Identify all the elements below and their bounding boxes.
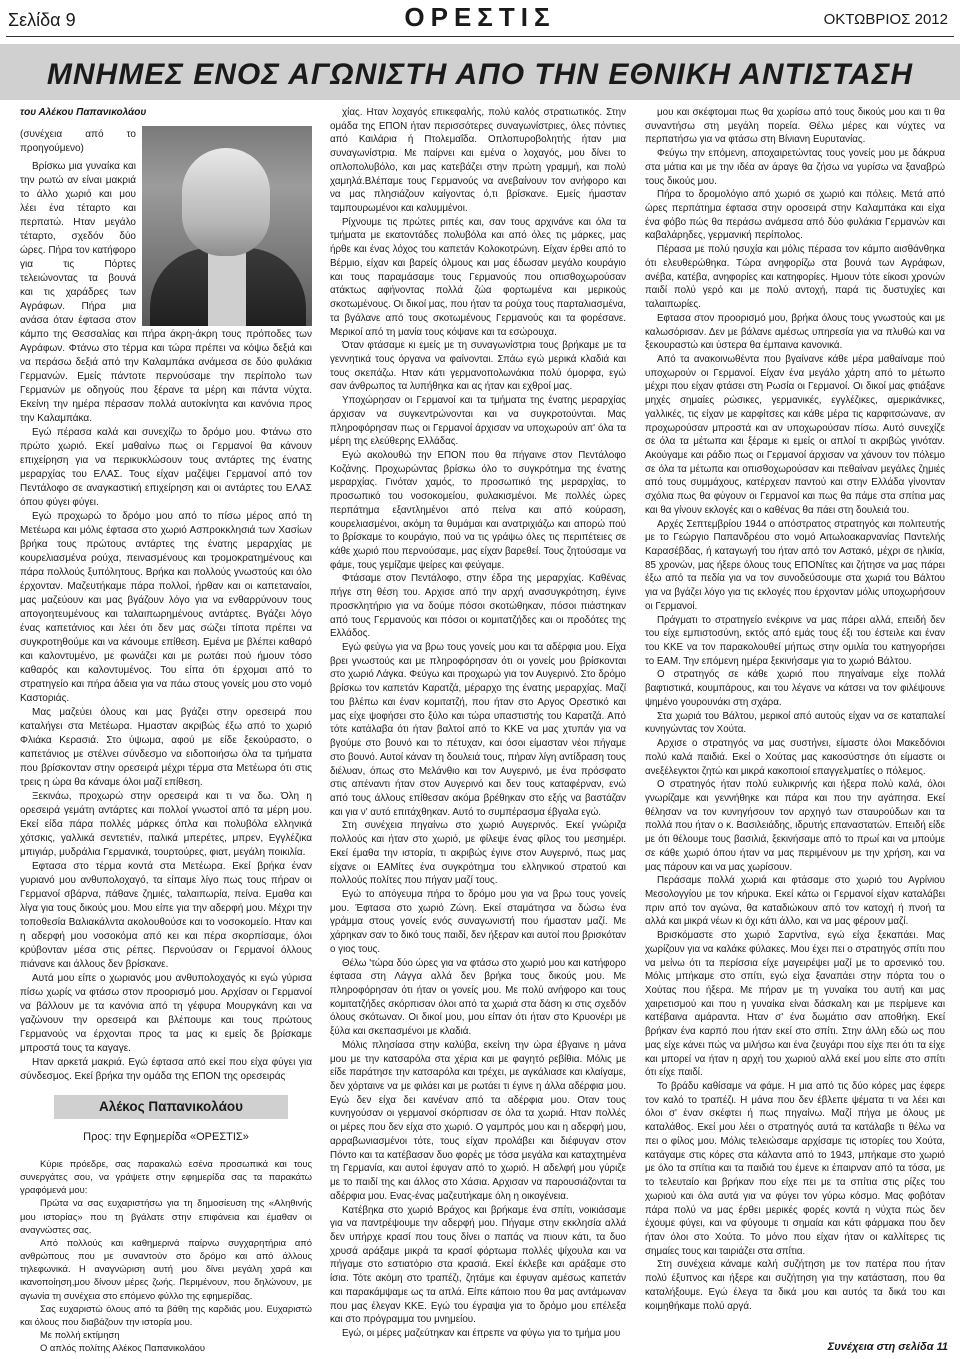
col3-paragraph: Ο στρατηγός ήταν πολύ ευλικρινής και ήξερα πολύ καλά, όλοι γνωρίζαμε και γεννήθηκε και πάρα και που την αγάπησα. Εκεί θέλησαν να τον κυνηγήσουν τον αρχηγό των σταυρούδων και τα πολλά που ήταν ο κ. Βασιλειάδης, ιδρυτής επαναστατών. Επειδή είδε με ότι θέλουμε τους βασιλιά, ξεκινήσαμε από το πρωί και να μπούμε σε κάθε χωριό όπου ήταν να μας περιμένουν με την χρήση, και να μας πάρουν και να μας χωρίσουν. [645, 779, 945, 873]
col3-paragraph: Στη συνέχεια κάναμε καλή συζήτηση με τον πατέρα που ήταν πολύ έξυπνος και ήξερε και συζήτηση για την κατάσταση, που θα καταλήξουμε. Εγώ έλεγα τα δικά μου και αυτός τα δικά του και κοιμηθήκαμε πολύ αργά. [645, 1259, 945, 1312]
letter-title: Αλέκος Παπανικολάου [54, 1095, 288, 1119]
col2-paragraph: Θέλω 'τώρα δύο ώρες για να φτάσω στο χωριό μου και κατήφορο έφτασα στη Λάγγα αλλά δεν βρήκα τους δικούς μου. Με πληροφόρησαν ότι ήταν οι γονείς μου. Με πολύ ανήφορο και τους κομιτατζήδες σκόρπισαν όλοι από τα χωριά στα δάση κι στις σχεδόν όλους σκότωναν. Οι δικοί μου, μου είπαν ότι ήταν στο Κρυονέρι με ξύλα και σκεπασμένοι με κλαδιά. [330, 957, 626, 1038]
article-title: ΜΝΗΜΕΣ ΕΝΟΣ ΑΓΩΝΙΣΤΗ ΑΠΟ ΤΗΝ ΕΘΝΙΚΗ ΑΝΤΙΣΤΑΣΗ [46, 58, 914, 91]
col1-paragraph: Βρίσκω μια γυναίκα και την ρωτώ αν είναι μακριά το άλλο χωριό και μου λέει ένα τέταρτο και περπατώ. Ηταν μεγάλο τέταρτο, σχεδόν δύο ώρες. Πήρα τον κατήφορο για τις Πόρτες τελειώνοντας τα βουνά και τις χαράδρες των Αγράφων. Πήρα μια ανάσα όταν έφτασα στον κάμπο της Θεσσαλίας και πήρα άκρη-άκρη τους πρόποδες των Αγράφων. Φτάνω στο τέρμα και τώρα πρέπει να κόψω δεξιά και να περάσω δεξιά από την Καλαμπάκα ανάμεσα σε δύο φυλάκια Γερμανών. Εμείς πάντοτε περνούσαμε την περίπολο των Γερμανών με οδηγούς που ξέρανε τα μέρη και πάντα νύχτα. Εκείνη την ημέρα πέρασαν πολλά αυτοκίνητα και κανόνια προς την Καλαμπάκα. [20, 161, 312, 424]
col2-paragraph: Όταν φτάσαμε κι εμείς με τη συναγωνίστρια τους βρήκαμε με τα γεννητικά τους όργανα να φαίνονται. Σπάω εγώ μερικά κλαδιά και τους σκεπάζω. Ηταν κάτι γερμανοπολωνάκια πολύ όμορφα, εγώ σαν άνθρωπος τα λυπήθηκα και ας ήταν και εχθροί μας. [330, 340, 626, 393]
col1-paragraph: Εγώ πέρασα καλά και συνεχίζω το δρόμο μου. Φτάνω στο πρώτο χωριό. Εκεί μαθαίνω πως οι Γερμανοί θα κάνουν επιχείρηση για να περικυκλώσουν τους αντάρτες της ένατης μεραρχίας του ΕΛΑΣ. Τους είχαν μαζέψει Γερμανοί από τον Πεντάλοφο σε αναγκαστική επιχείρηση και οι αντάρτες του ΕΛΑΣ όπου φύγει φύγει. [20, 427, 312, 508]
letter-paragraph: Με πολλή εκτίμηση [40, 1329, 120, 1341]
col3-paragraph: Πράγματι το στρατηγείο ενέκρινε να μας πάρει αλλά, επειδή δεν του είχε εμπιστοσύνη, εκτός από εμάς τους έξι του έστειλε και έναν του ΚΚΕ να τον παρακολουθεί μήπως στην ομιλία του κατηγορήσει το ΕΑΜ. Την επόμενη ημέρα ξεκινήσαμε για το χωριό Βάλτου. [645, 614, 945, 667]
article-column-3 [645, 106, 945, 1313]
column-3-paragraphs [645, 106, 945, 1313]
col2-paragraph: Εγώ φεύγω για να βρω τους γονείς μου και τα αδέρφια μου. Είχα βρει γνωστούς και με πληροφόρησαν ότι οι γονείς μου βρίσκονται στο χωριό Λάγκα. Φεύγω και προχωρώ για τον Αυγερινό. Στο δρόμο βρίσκω τον καπετάν Καρατζά, μέραρχο της ένατης μεραρχίας. Μαζί του βλέπω και έναν κομιτατζή, που ήταν στο Αργος Ορεστικό και μας είχε ψοφήσει στο ξύλο και τώρα υπαστιστής του Καρατζά. Από τότε κατάλαβα ότι ήταν βαλτοί από το ΚΚΕ να μας χτυπάν για να βγούμε στο βουνό και το πέτυχαν, και όσοι είμασταν νέοι πήγαμε στο βουνό. Αυτοί κάναν τη δουλειά τους, πήραν λίγη αντίδραση τους διέλυαν, όπως στο Μελάνθιο και τον Αυγερινό, με ένα πρόσφατο στις απέναντι ήταν στον Αυγερινό και δεν τους καταφέρναν, ενώ από τους άλλους επίθεσαν ακόμα βρέθηκαν στο εξής να βαστάζαν και για ν' αυτό επιτάχθηκαν. Αυτό το συμπέρασμα έβγαλα εγώ. [330, 642, 626, 818]
column-2-paragraphs [330, 106, 626, 1341]
page-header [0, 0, 960, 40]
letter-paragraph: Πρώτα να σας ευχαριστήσω για τη δημοσίευση της «Αληθινής μου ιστορίας» που τη βγάλατε στην επιφάνεια και έμαθαν οι αναγνώστες σας. [20, 1197, 312, 1235]
col3-paragraph: Αρχισε ο στρατηγός να μας συστήνει, είμαστε όλοι Μακεδόνιοι πολύ καλά παιδιά. Εκεί ο Χούτας μας κακοσύστησε ότι είμαστε οι ανεξέλεγκτοι ζητώ και μικρά κακοποιοί επαγγελματίες ο πόλεμος. [645, 738, 945, 777]
col2-paragraph: Ρίχνουμε τις πρώτες ριπές και, σαν τους αρχινάνε και όλα τα τμήματα με εκατοντάδες πολυβόλα και από όλες τις μάρκες, μας ήρθε και ένας λόχος του καπετάν Κολοκοτρώνη. Είχαν έρθει από το Βέρμιο, είχαν και βαρείς όλμους και μας έδωσαν μεγάλο κουράγιο και τους παραμάσαμε τους Γερμανούς που οπισθοχωρούσαν ατάκτως αφήνοντας πολλά ζώα φορτωμένα και μερικούς σκοτωμένους. Οι δικοί μας, που ήταν τα ρούχα τους παρταλιασμένα, τα βγάλανε από τους σκοτωμένους Γερμανούς και τα φορέσανε. Μερικοί από τη μανία τους κόψανε και τα εσώρουχα. [330, 216, 626, 338]
header-divider [6, 36, 954, 37]
col3-paragraph: Πέρασα με πολύ ησυχία και μόλις πέρασα τον κάμπο αισθάνθηκα ότι ελευθερώθηκα. Τώρα ανηφορίζω στα βουνά των Αγράφων, ανέβα, κατέβα, ανηφορίες και κατηφορίες. Ημουν τότε είκοσι χρονών παιδί πολύ γερό και με πολύ αντοχή, παρά τις δυστυχίες και ταλαιπωρίες. [645, 244, 945, 311]
letter-recipient: Προς: την Εφημερίδα «ΟΡΕΣΤΙΣ» [83, 1131, 249, 1143]
col3-paragraph: Περάσαμε πολλά χωριά και φτάσαμε στο χωριό του Αγρίνιου Μεσολογγίου με τον κήρυκα. Εκεί κάτω οι Γερμανοί είχαν καταλάβει πριν από τον αγώνα, θα καταδιώκουν από τον κατοχή ή πνοή τα αλλά και μικρά νέων κι όχι κάτι άλλο, και να μας φέρουν μαζί. [645, 875, 945, 928]
col3-paragraph: Το βράδυ καθίσαμε να φάμε. Η μια από τις δύο κόρες μας έφερε τον καλό το τραπέζι. Η μάνα που δεν έβλεπε ψέματα τι να λέει και όλοι σ' έναν σκέφτει ή πως πηγαίνω. Μαζί πήγα με όλους με καταλάθος. Εκεί μου λέει ο στρατηγός αυτά τα κατάλαβε τι θέλω να πει ο φίλος μου. Μόλις τελειώσαμε αρχίσαμε τις ιστορίες του Χούτα, κατάγαμε στις κόρες στα κάλαντα από το 1943, μπήκαμε στο χωριό με όλο τα σπίτια και τα παιδιά του έμενε κι έπαιρναν από τα τόσα, με το τελευταίο και βρήκαν που είχε πει με τα σπίτια στις ρίζες του χωριού και όλα αυτά για να φύγει τον γύρω κόσμο. Μας φοβόταν πάρα πολύ να μας έρθει μερικές φορές κοντά η νύχτα πώς δεν έχουμε φύγει, και να φύγουμε τι σημαία και κάτι φάρμακα που δεν ήταν όλοι στο Χούτα. Το μόνο που είχαν ήταν οι καλλίτερες τις σημαίες τους και ταιριάζει στα σπίτια. [645, 1081, 945, 1257]
col3-paragraph: Πήρα το δρομολόγιο από χωριό σε χωριό και πόλεις. Μετά από ώρες περπάτημα έφτασα στην οροσειρά στην Καλαμπάκα και είχα ένα φόβο πώς θα περάσω ανάμεσα από δύο φυλάκια Γερμανών και καβαλάρηδες, γερμανική περίπολος. [645, 189, 945, 242]
col3-paragraph: Αρχές Σεπτεμβρίου 1944 ο απόστρατος στρατηγός και πολιτευτής με το Γεώργιο Παπανδρέου στο νομό Αιτωλοακαρνανίας Παντελής Καρασέβδας, ή καταγωγή του ήταν από τον Αστακό, μέχρι σε ηλικία, 85 χρονών, μας ήξερε όλους τους ΕΠΟΝίτες και ζήτησε να μας πάρει έξω από τα πεδία για να τον συνοδεύσουμε στα χωριά του Βάλτου για να βγάζει λόγο για τις εκλογές που έρχονταν μόλις υποχωρήσουν οι Γερμανοί. [645, 518, 945, 612]
col3-paragraph: Φεύγω την επόμενη, αποχαιρετώντας τους γονείς μου με δάκρυα στα μάτια και με την ιδέα αν άραγε θα ζήσω να γυρίσω να ξαναβρώ τους δικούς μου. [645, 148, 945, 187]
col3-paragraph: Ο στρατηγός σε κάθε χωριό που πηγαίναμε είχε πολλά βαφτιστικά, κουμπάρους, και του λέγανε να κάτσει να τον φιλέψουνε ψημένο γουρουνάκι στη σχάρα. [645, 669, 945, 708]
author-portrait-photo [142, 126, 312, 326]
continued-on-page: Συνέχεια στη σελίδα 11 [827, 1341, 948, 1353]
newspaper-masthead: ΟΡΕΣΤΙΣ [404, 2, 556, 32]
col3-paragraph: Στα χωριά του Βάλτου, μερικοί από αυτούς είχαν να σε καταπαλεί κυνηγώντας τον Χούτα. [645, 710, 945, 736]
portrait-shirt [208, 250, 246, 326]
article-column-1 [20, 106, 312, 1084]
letter-paragraph: Κύριε πρόεδρε, σας παρακαλώ εσένα προσωπικά και τους συνεργάτες σου, να γράψετε στην εφημερίδα σας τα παρακάτω γραφόμενά μου: [20, 1158, 312, 1196]
col2-paragraph: Στη συνέχεια πηγαίνω στο χωριό Αυγερινός. Εκεί γνώριζα πολλούς και ήταν στο χωριό, με φίλεψε ένας φίλος του μεσημέρι. Εκεί έμαθα την ιστορία, τι ακριβώς έγινε στον Αυγερινό, πως μας είχανε οι ΕΑΜίτες ένα συγκρότημα του ελληνικού στρατού και πολλούς πολίτες που πήγαν μαζί τους. [330, 820, 626, 887]
col1-paragraph: Μας μαζεύει όλους και μας βγάζει στην ορεσειρά που καταλήγει στα Μετέωρα. Ημασταν ακριβώς έξω από το χωριό Φλιάκα Κερασιά. Στο ύψωμα, αφού με είδε ξεκούραστο, ο καπετάνιος με στέλνει σύνδεσμο να ειδοποιήσω όλα τα τμήματα που βρίσκονταν στην ορεσειρά μέχρι τέρμα στα Μετέωρα ότι στις τρεις η ώρα θα κάναμε όλοι μαζί επίθεση. [20, 707, 312, 788]
col1-paragraph: Εγώ προχωρώ το δρόμο μου από το πίσω μέρος από τη Μετέωρα και μόλις έφτασα στο χωριό Ασπροκκλησιά των Χασίων βρήκα τους πρώτους αντάρτες της ένατης μεραρχίας με κουρελιασμένα ρούχα, πεινασμένους και τρομοκρατημένους και πάρα πολλούς ξυπόλητους. Βρήκα και πολλούς γνωστούς και όλο έρχονταν. Μαζευτήκαμε πάρα πολλοί, ήρθαν και οι καπεταναίοι, μας μαζεύουν και μας βγάζουν λόγο για να ενθαρρύνουν τους απογοητευμένους και ταλαιπωρημένους αντάρτες. Βγάζει λόγο ένας καπετάνιος και λέει ότι δεν μας σώζει τίποτα πρέπει να συγκροτηθούμε και να κάνουμε επίθεση. Εμένα με βλέπει καθαρό και καλοντυμένο, με φωνάζει και με ρωτάει πού ήμουν τόσο καθαρός και καλοντυμένος. Του είπα ότι έρχομαι από το στρατηγείο και πήρα άδεια για να πάω στους γονείς μου στο νομό Καστοριάς. [20, 511, 312, 704]
col3-paragraph: Από τα ανακοινωθέντα που βγαίνανε κάθε μέρα μαθαίναμε πού υποχωρούν οι Γερμανοί. Είχαν ένα μεγάλο χάρτη από το μέτωπο μέχρι που είχαν φτάσει στη Ρωσία οι Γερμανοί. Οι δικοί μας φτιάξανε μηχές σημαίες ρώσικες, γερμανικές, εγγλέζικες, αμερικάνικες, γαλλικές, τις είχαν με καρφίτσες και κάθε μέρα τις καρφιτσώνανε, αν προχωρούσαν μπροστά και αν υποχωρούσαν πίσω. Αυτό συνεχίζε σε όλα τα μέτωπα και ξέραμε κι εμείς οι απλοί τι ακριβώς γινόταν. Ακούγαμε και ράδιο πως οι Γερμανοί άρχισαν να χάνουν τον πόλεμο σε όλα τα μέτωπα και οπισθοχωρούσαν και πεθαίναν μεγάλες ζημιές από τους συμμάχους, κατέρχεαν παντού και στην Ελλάδα γίνονταν σχόλια πως θα φύγουν οι Γερμανοί και πως θα πάμε στα σπίτια μας και θα γίνουν εκλογές και ο καθένας θα πάει στη δουλειά του. [645, 353, 945, 516]
issue-date: ΟΚΤΩΒΡΙΟΣ 2012 [823, 11, 948, 28]
page-number: Σελίδα 9 [8, 10, 76, 30]
col2-paragraph: Εγώ ακολουθώ την ΕΠΟΝ που θα πήγαινε στον Πεντάλοφο Κοζάνης. Προχωρώντας βρίσκω όλο το συγκρότημα της ένατης μεραρχίας. Γινόταν χαμός, το προσωπικό της μεραρχίας, το προσωπικό του νοσοκομείου, φυλακισμένοι. Με πολλές ώρες περπάτημα εξαντλημένοι από πείνα και από κούραση, κουρελιασμένοι, ακόμη τα θυμάμαι και ανατριχιάζω και απορώ πού το βρίσκαμε το κουράγιο, πού να τις γράψω όλες τις περιπέτειες σε κάθε χωριό που περνούσαμε, μας είχαν βαρεθεί. Τους ζητούσαμε να φάμε, τους γεμίζαμε ψείρες και φεύγαμε. [330, 449, 626, 571]
portrait-head [182, 148, 270, 256]
col1-paragraph: Ηταν αρκετά μακριά. Εγώ έφτασα από εκεί που είχα φύγει για σύνδεσμος. Εκεί βρήκα την ομάδα της ΕΠΟΝ της ορεσειράς [20, 1057, 312, 1082]
col1-paragraph: Εφτασα στο τέρμα κοντά στα Μετέωρα. Εκεί βρήκα έναν γυριανό μου ανθυπολοχαγό, τα είπαμε λίγο πως τους πήραν οι Γερμανοί σβάρνα, πάθανε ζημιές, ταλαιπωρία, πείνα. Εμαθα και λίγα για τους δικούς μου. Μου είπε για την αδερφή μου. Μέχρι την τοποθεσία Βαλιακάλντα ακολουθούσε και το νοσοκομείο. Ηταν και η αδερφή μου νοσοκόμα από κει και πέρα σκορπίσαμε, όλοι κρύβονταν μέσα στις ρέπες. Περνούσαν οι Γερμανοί όλλους πιάνανε και άλλους δεν βρίσκανε. [20, 861, 312, 970]
col2-paragraph: χίας. Ηταν λοχαγός επικεφαλής, πολύ καλός στρατιωτικός. Στην ομάδα της ΕΠΟΝ ήταν περισσότερες συναγωνίστριες, όλες πόντιες από Καιλάρια ή Πτολεμαΐδα. Οπλοπυροβολητής ήταν μια συναγωνίστρια. Με παίρνει και εμένα ο λοχαγός, μου δίνει το οπλοπολυβόλο, και μας κατεβάζει στην πρώτη γραμμή, και πολύ χαμηλά.Βλέπαμε τους Γερμανούς να ανεβαίνουν τον ανήφορο και να μας πλησιάζουν καίγοντας ό,τι βρίσκανε. Εμείς ήμασταν ταμπουρωμένοι και καλυμμένοι. [330, 107, 626, 215]
col2-paragraph: Φτάσαμε στον Πεντάλοφο, στην έδρα της μεραρχίας. Καθένας πήγε στη θέση του. Αρχισε από την αρχή ανασυγκρότηση, έγινε προσκλητήριο για να δούμε πόσοι σκοτώθηκαν, πόσοι πιάστηκαν από τους Γερμανούς και πόσοι οι κομιτατζήδες και οι προδότες της Ελλάδος. [330, 573, 626, 640]
col2-paragraph: Κατέβηκα στο χωριό Βράχος και βρήκαμε ένα σπίτι, νοικιάσαμε για να παντρέψουμε την αδερφή μου. Πήγαμε στην εκκλησία αλλά δεν υπήρχε κρασί που τους δίνει ο παπάς να πιουν κάτι, τα δυο χρυσά αράξαμε μικρά τα κρασί φόρτωμα πολλές ψίχουλα και να πήγαμε στο εστιατόριο στα κρασιά. Εκεί έκλεβε και αράξαμε στο ίσια. Τότε ακόμη στο τραπέζι, ζητάμε και έφυγαν αμέσως καπετάν και παρακάμψαμε ως τα απλά. Είπε κάποιο που θα μας αντάμωναν που μας έλεγαν ΚΚΕ. Εγώ του έγραψα για το δρόμο μου επέλεξα και στο πρόγραμμα του μνημείου. [330, 1204, 626, 1326]
article-author: του Αλέκου Παπανικολάου [20, 107, 147, 118]
letter-body [20, 1157, 312, 1354]
article-column-2 [330, 106, 626, 1341]
col2-paragraph: Εγώ το απόγευμα πήρα το δρόμο μου για να βρω τους γονείς μου. Έφτασα στο χωριό Ζώνη. Εκεί σταμάτησα να δώσω ένα γράμμα στους γονείς ενός συναγωνιστή που ήμασταν μαζί. Με χάρηκαν σαν το δικό τους παιδί, δεν ήξεραν και αυτοί που βρισκόταν ο γιος τους. [330, 888, 626, 955]
col2-paragraph: Υποχώρησαν οι Γερμανοί και τα τμήματα της ένατης μεραρχίας άρχισαν να συγκεντρώνονται και να συγκροτούνται. Μας πληροφόρησαν πως οι Γερμανοί άρχισαν να υποχωρούν απ' όλα τα μέρη της ελεύθερης Ελλάδας. [330, 395, 626, 448]
reader-letter-box [20, 1095, 312, 1353]
col1-paragraph: Ξεκινάω, προχωρώ στην ορεσειρά και τι να δω. Όλη η ορεσειρά γεμάτη αντάρτες και πολλοί γνωστοί από τα μέρη μου. Εκεί είδα πάρα πολλές μάρκες όπλα και πολυβόλα ελληνικά χότσκις, γαλλικά σεντετιέν, ιταλικά μπερέτες, μπρεν, Εγγλέζικα μπιγιάρ, μυδράλια Γερμανικά, τουρτούρες, φιατ, μεγάλη ποικιλία. [20, 791, 312, 858]
continued-note: (συνέχεια από το προηγούμενο) [20, 129, 136, 154]
letter-paragraph: Ο απλός πολίτης Αλέκος Παπανικολάου [40, 1342, 205, 1354]
col3-paragraph: μου και σκέφτομαι πως θα χωρίσω από τους δικούς μου και τι θα συναντήσω στη μεγάλη πορεία. Θέλω μέρες και νύχτες να περπατήσω για να φτάσω στη Βίνιανη Ευρυτανίας. [645, 107, 945, 146]
col3-paragraph: Βρισκόμαστε στο χωριό Σαρντίνα, εγώ είχα ξεκαπάει. Μας χωρίζουν για να καλάκε φύλακες. Μου έχει πει ο στρατηγός σπίτι που να μείνω ότι τα περίσσια είχε μαγειρέψει μαζί με το αρσενικό του. Μόλις μπήκαμε στο σπίτι, εγώ είχα ξαναπάει στην πόρτα του ο Χούτας που ήξερα. Με πήραν με τη γυναίκα του αυτή και μας χαιρετισμού και που η γυναίκα είναι δάσκαλη και με περίμενε και κατέβαινα αμάραντα. Ηταν σ' ένα δωμάτιο σαν αποθήκη. Εκεί βρήκαν ένα καρπό που ήταν εκεί στο σπίτι. Στην άλλη εδώ ως που μας είχε κάνει πώς να μιλήσω και ένα ζευγάρι που είχε πει ότι τα είχε και μπορεί να ήταν η αρχή του χωριού αλλά εκεί μου είπε στο σπίτι ότι είχε παιδί. [645, 930, 945, 1079]
col3-paragraph: Εφτασα στον προορισμό μου, βρήκα όλους τους γνωστούς και με καλωσόρισαν. Δεν με βάλανε αμέσως υπηρεσία για να πλυθώ και να ξεκουραστώ και ύστερα θα έμπαινα κανονικά. [645, 312, 945, 352]
letter-paragraph: Από πολλούς και καθημερινά παίρνω συγχαρητήρια από ανθρώπους που με συναντούν στο δρόμο και από άλλους τηλεφωνικά. Η αναγνώριση αυτή μου δίνει μεγάλη χαρά και ικανοποίηση,μου δίνουν μέρες ζωής. Περιμένουν, που δηλώνουν, με αγωνία τη συνέχεια στο επόμενο φύλλο της εφημερίδας. [20, 1236, 312, 1301]
col1-paragraph: Αυτά μου είπε ο χωριανός μου ανθυπολοχαγός κι εγώ γύρισα πίσω χωρίς να φτάσω στον προορισμό μου. Αρχίσαν οι Γερμανοί να βάλλουν με τα κανόνια από τη γέφυρα Μουργκάνη και να γαζώνουν την ορεσειρά και βλέπουμε και τους πρώτους Γερμανούς να έρχονται προς τα μας κι εμείς δε βρίσκαμε μπροστά τους τα καγαγε. [20, 973, 312, 1054]
col2-paragraph: Μόλις πλησίασα στην καλύβα, εκείνη την ώρα έβγαινε η μάνα μου με την κατσαρόλα στα χέρια και με φαγητό ρεβίθια. Μόλις με είδε παράτησε την κατσαρόλα και τρέχει, με αγκάλιασε και κλαίγαμε, δεν χόρταινε να με φιλάει και με ρωτάει τι έγινε η άλλα αδέρφια μου. Εγώ δεν είχα δει κανέναν από τα αδέρφια μου. Οταν τους κυνηγούσαν οι γερμανοί σκόρπισαν σε όλα τα χωριά. Ηταν πολλές οι μέρες που δεν είχα στο χωριό. Ο γαμπρός μου και η αδερφή μου, αρραβωνιασμένοι τότε, τους είχαν προλάβει και διέφυγαν στον Πόντο και τα κατέβασαν δυο φορές με τόσα μεγάλα και καταχτημένα τη Γερμανία, και αυτοί έφυγαν από το χωριό. Η αδελφή μου γύριζε με το παιδί της και άλλος στο Χάσια. Αρχισαν να παρουσιάζονται τα αδέρφια μου. Ενας-ένας μαζευτήκαμε όλη η οικογένεια. [330, 1039, 626, 1202]
letter-paragraph: Σας ευχαριστώ όλους από τα βάθη της καρδιάς μου. Ευχαριστώ και όλους που διαβάζουν την ιστορία μου. [20, 1302, 312, 1327]
col2-paragraph: Εγώ, οι μέρες μαζεύτηκαν και έπρεπε να φύγω για το τμήμα μου [342, 1327, 621, 1339]
